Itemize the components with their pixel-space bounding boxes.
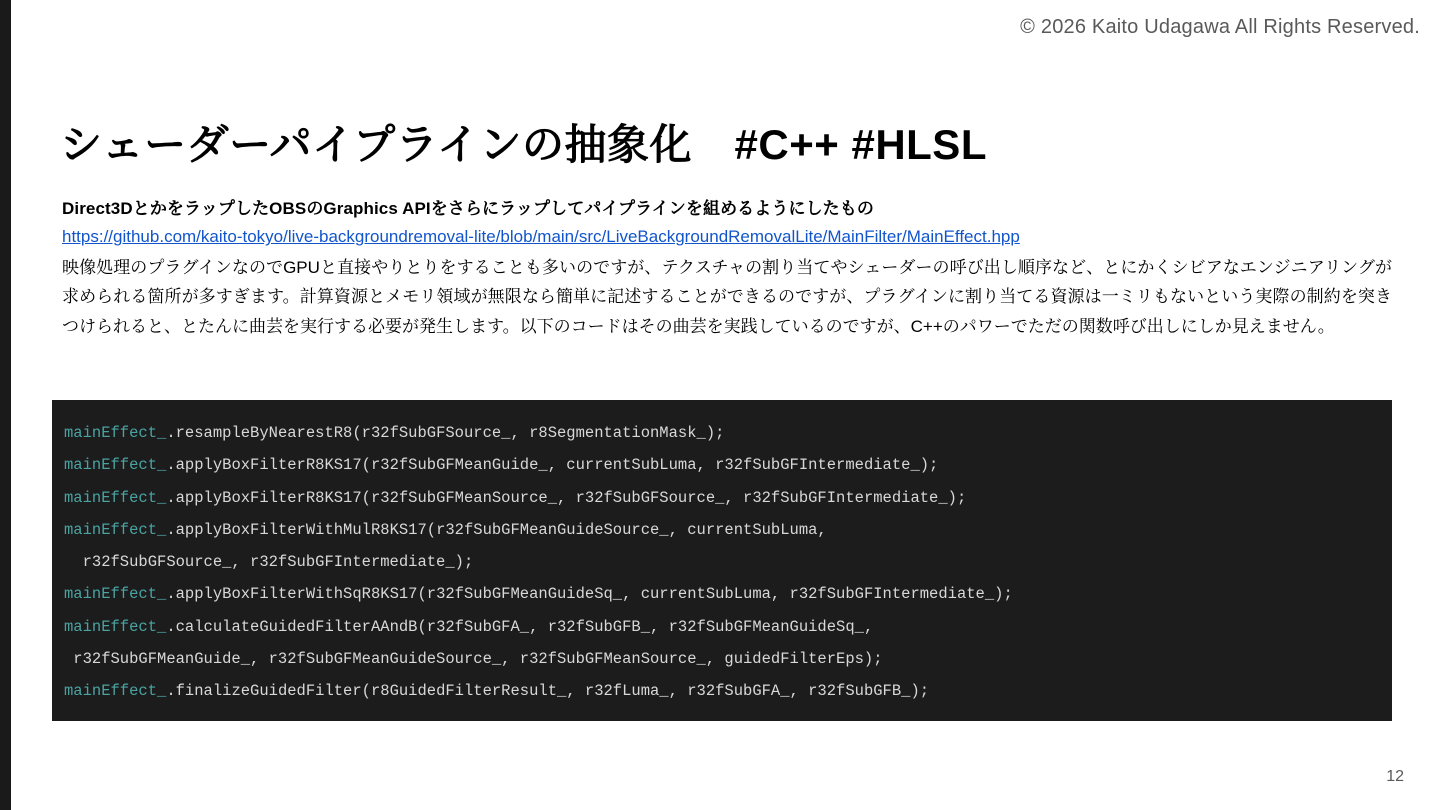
code-object-name: mainEffect_ (64, 617, 167, 636)
code-object-name: mainEffect_ (64, 682, 167, 701)
source-link[interactable]: https://github.com/kaito-tokyo/live-backgroundremoval-lite/blob/main/src/LiveBackgroundRemovalLite/MainFilter/MainEffect.hpp (62, 227, 1020, 247)
code-line (64, 514, 1382, 546)
code-call-text: .resampleByNearestR8(r32fSubGFSource_, r8SegmentationMask_); (166, 424, 725, 442)
left-accent-bar (0, 0, 11, 810)
code-line (64, 643, 1382, 675)
code-line (64, 546, 1382, 578)
description-paragraph: 映像処理のプラグインなのでGPUと直接やりとりをすることも多いのですが、テクスチャの割り当てやシェーダーの呼び出し順序など、とにかくシビアなエンジニアリングが求められる箇所が多すぎます。計算資源とメモリ領域が無限なら簡単に記述することができるのですが、プラグインに割り当てる資源は一ミリもないという実際の制約を突きつけられると、とたんに曲芸を実行する必要が発生します。以下のコードはその曲芸を実践しているのですが、C++のパワーでただの関数呼び出しにしか見えません。 (62, 257, 1392, 337)
lead-text: Direct3DとかをラップしたOBSのGraphics APIをさらにラップしてパイプラインを組めるようにしたもの (62, 199, 874, 218)
code-object-name: mainEffect_ (64, 488, 167, 507)
code-line (64, 578, 1382, 610)
code-call-text: r32fSubGFSource_, r32fSubGFIntermediate_); (64, 553, 474, 572)
code-call-text: .finalizeGuidedFilter(r8GuidedFilterResult_, r32fLuma_, r32fSubGFA_, r32fSubGFB_); (166, 682, 930, 701)
code-object-name: mainEffect_ (64, 456, 167, 475)
code-line (64, 482, 1382, 514)
code-object-name: mainEffect_ (64, 585, 167, 604)
code-line (64, 611, 1382, 643)
code-call-text: r32fSubGFMeanGuide_, r32fSubGFMeanGuideSource_, r32fSubGFMeanSource_, guidedFilterEps); (64, 650, 883, 669)
code-call-text: .applyBoxFilterR8KS17(r32fSubGFMeanGuide_, currentSubLuma, r32fSubGFIntermediate_); (166, 456, 939, 475)
page-number: 12 (1386, 768, 1404, 785)
code-call-text: .applyBoxFilterWithSqR8KS17(r32fSubGFMeanGuideSq_, currentSubLuma, r32fSubGFIntermediate_); (166, 585, 1013, 604)
copyright-notice: © 2026 Kaito Udagawa All Rights Reserved. (1020, 16, 1420, 38)
code-call-text: .applyBoxFilterR8KS17(r32fSubGFMeanSource_, r32fSubGFSource_, r32fSubGFIntermediate_); (166, 488, 967, 507)
code-line (64, 417, 1382, 449)
body-text-block (62, 196, 1392, 342)
code-object-name: mainEffect_ (64, 520, 167, 539)
code-line (64, 449, 1382, 481)
code-line (64, 675, 1382, 707)
code-block (52, 400, 1392, 721)
code-call-text: .applyBoxFilterWithMulR8KS17(r32fSubGFMeanGuideSource_, currentSubLuma, (166, 520, 827, 539)
code-call-text: .calculateGuidedFilterAAndB(r32fSubGFA_, r32fSubGFB_, r32fSubGFMeanGuideSq_, (166, 617, 874, 636)
code-object-name: mainEffect_ (64, 424, 167, 442)
page-title: シェーダーパイプラインの抽象化 #C++ #HLSL (60, 121, 987, 169)
